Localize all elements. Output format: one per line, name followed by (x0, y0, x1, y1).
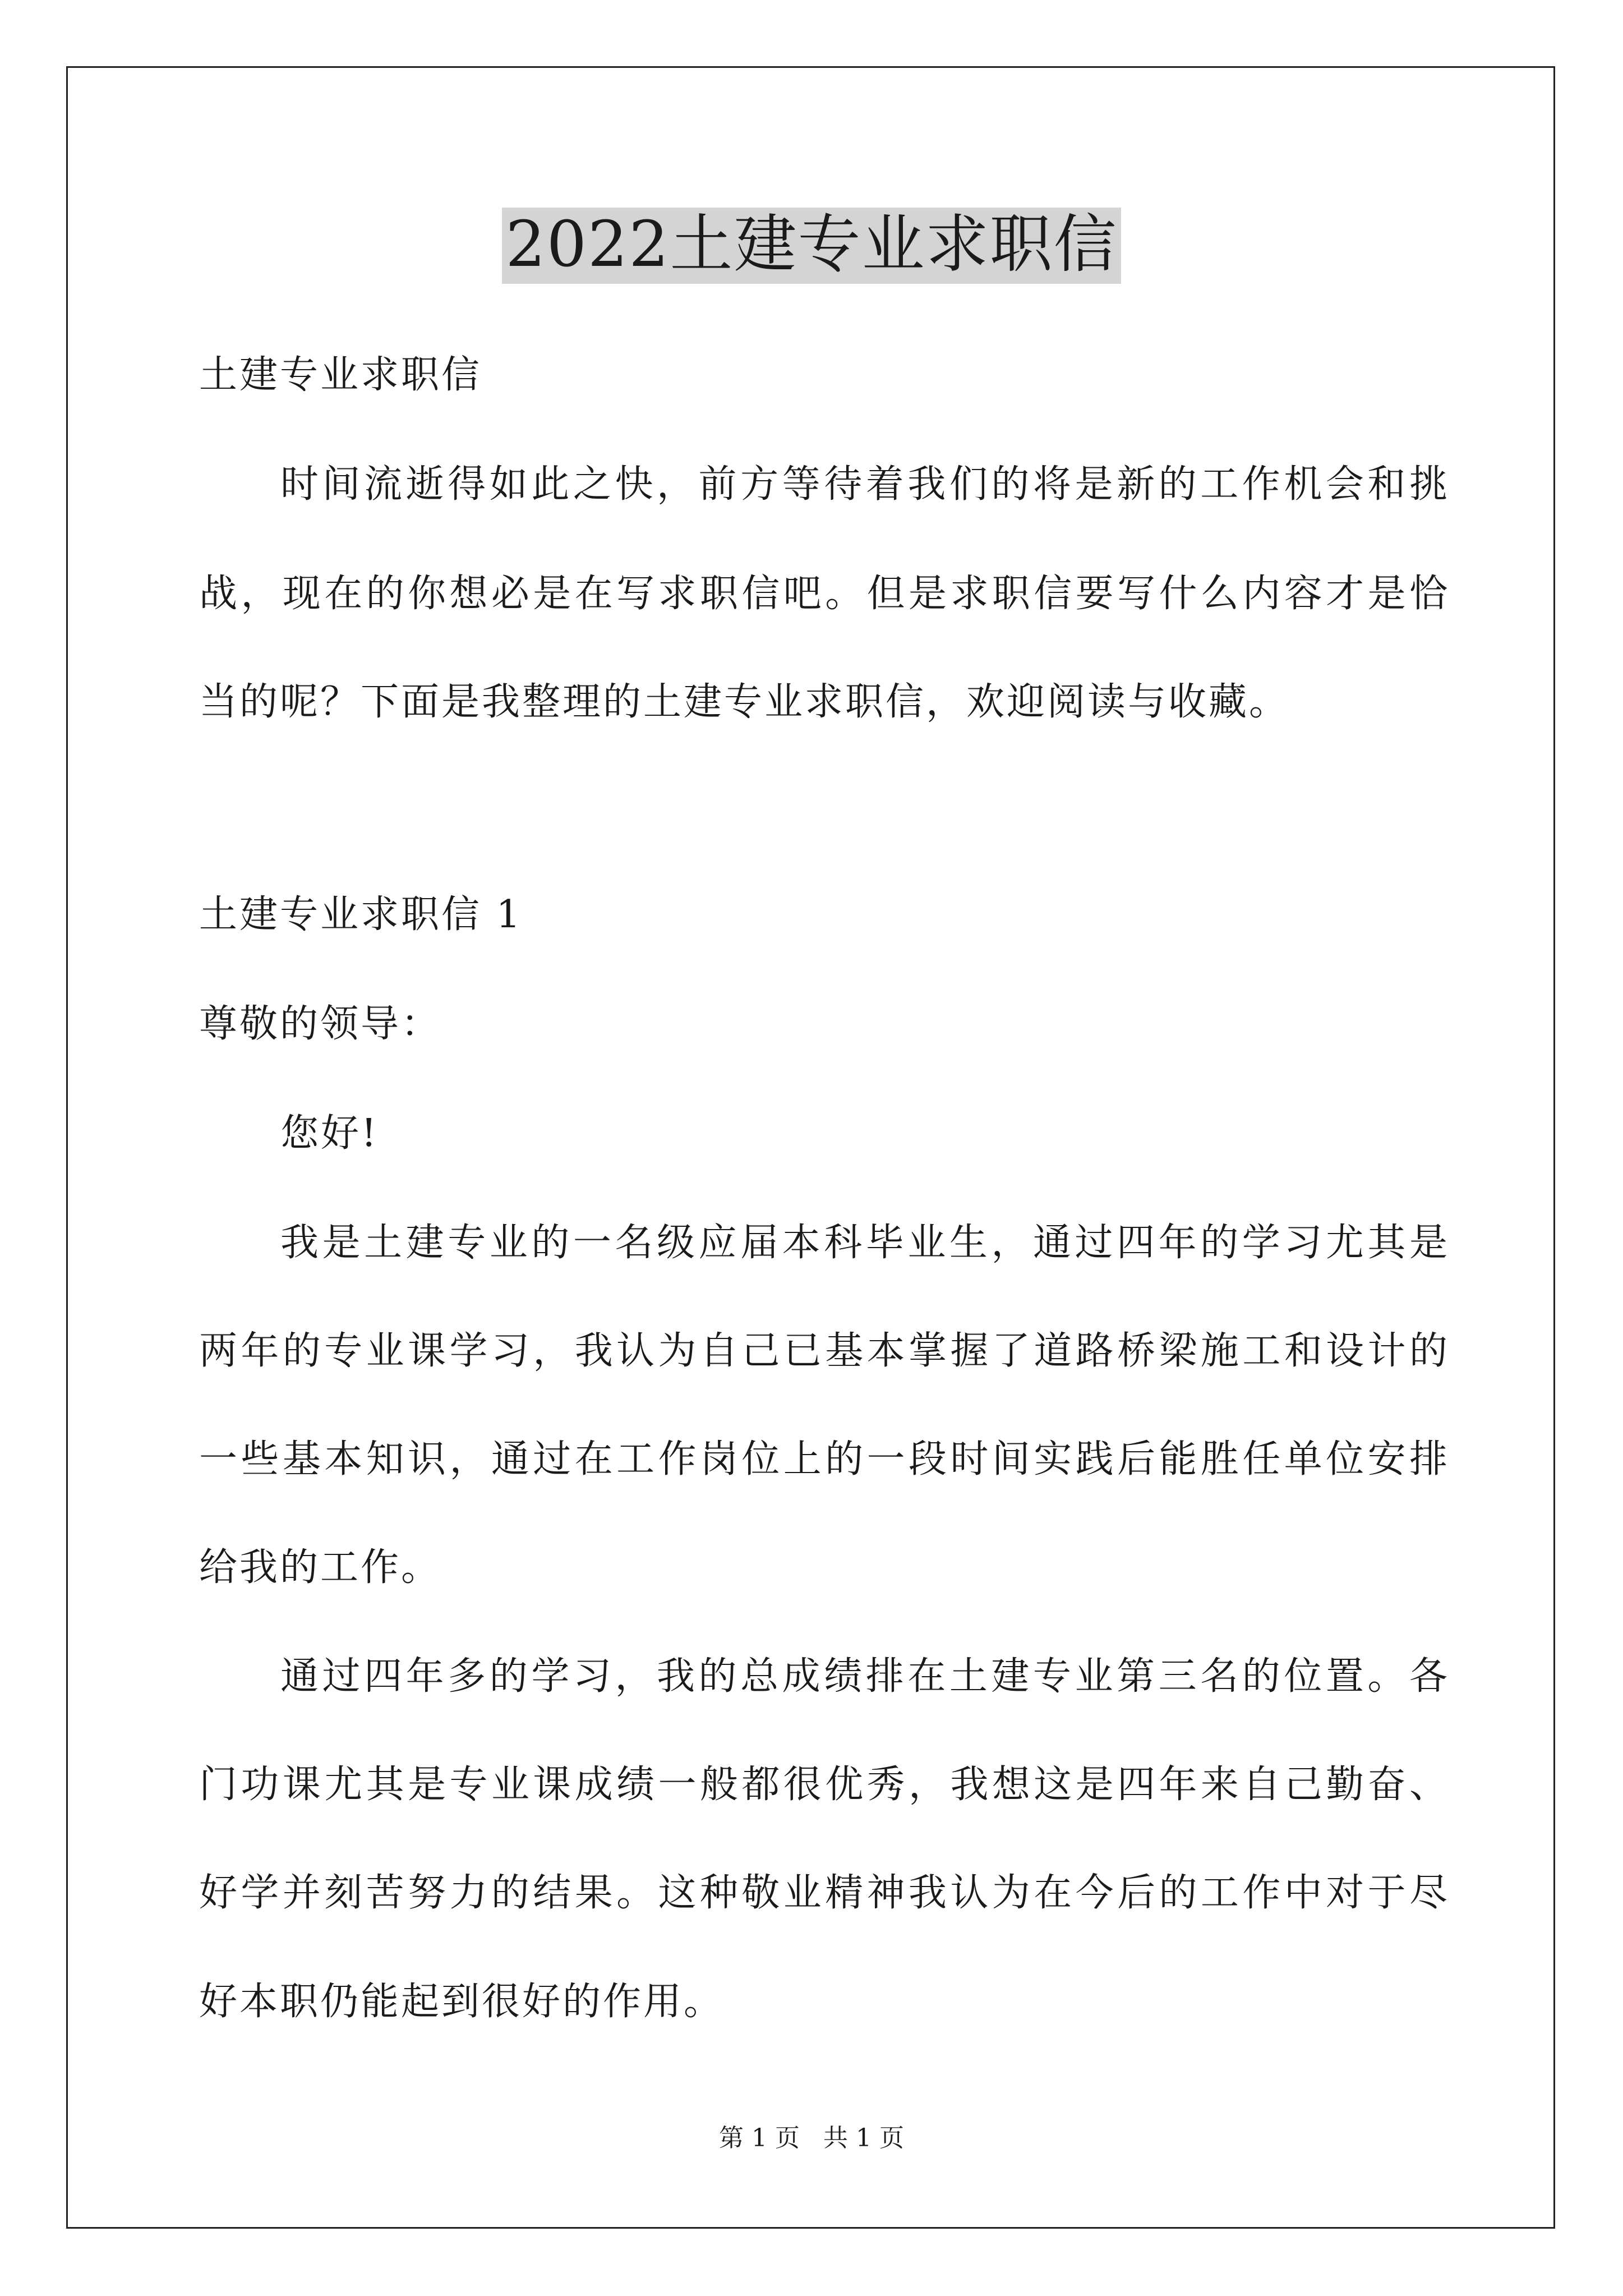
intro-line-3: 当的呢？下面是我整理的土建专业求职信，欢迎阅读与收藏。 (199, 680, 1290, 724)
paragraph-2-line-4: 好本职仍能起到很好的作用。 (199, 1980, 725, 2024)
page-number: 第 1 页 共 1 页 (719, 2124, 904, 2152)
page-footer (0, 2126, 1623, 2151)
greeting: 您好! (280, 1111, 379, 1156)
document-title-text: 2022土建专业求职信 (502, 208, 1121, 284)
subtitle-line: 土建专业求职信 (199, 353, 482, 397)
paragraph-1-line-4: 给我的工作。 (199, 1545, 442, 1590)
section-heading: 土建专业求职信 1 (199, 892, 523, 937)
paragraph-1-line-1: 我是土建专业的一名级应届本科毕业生，通过四年的学习尤其是 (280, 1221, 1450, 1265)
paragraph-2-line-3: 好学并刻苦努力的结果。这种敬业精神我认为在今后的工作中对于尽 (199, 1871, 1450, 1915)
paragraph-2-line-2: 门功课尤其是专业课成绩一般都很优秀，我想这是四年来自己勤奋、 (199, 1763, 1450, 1807)
paragraph-1-line-2: 两年的专业课学习，我认为自己已基本掌握了道路桥梁施工和设计的 (199, 1329, 1450, 1373)
salutation: 尊敬的领导： (199, 1002, 442, 1046)
document-title (0, 208, 1623, 284)
intro-line-2: 战，现在的你想必是在写求职信吧。但是求职信要写什么内容才是恰 (199, 572, 1450, 616)
paragraph-1-line-3: 一些基本知识，通过在工作岗位上的一段时间实践后能胜任单位安排 (199, 1437, 1450, 1481)
paragraph-2-line-1: 通过四年多的学习，我的总成绩排在土建专业第三名的位置。各 (280, 1654, 1450, 1699)
intro-line-1: 时间流逝得如此之快，前方等待着我们的将是新的工作机会和挑 (280, 462, 1450, 507)
